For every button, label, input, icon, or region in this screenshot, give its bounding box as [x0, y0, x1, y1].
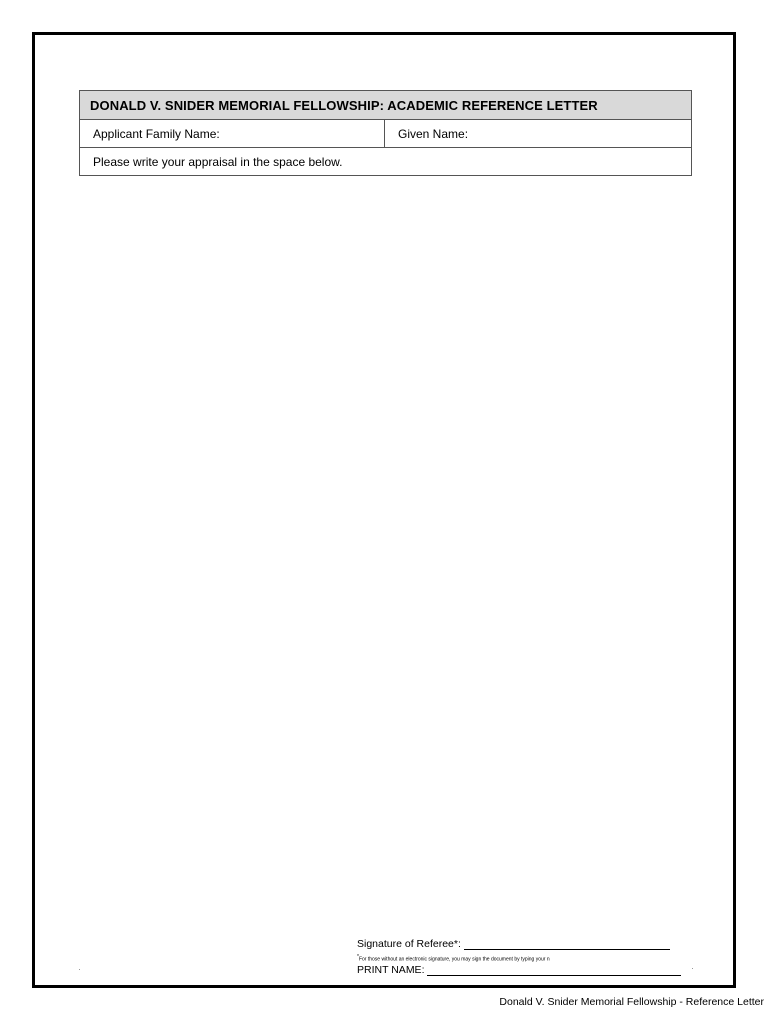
print-name-line[interactable]: [357, 964, 697, 976]
reference-form-table: [79, 90, 692, 176]
scan-dot: [79, 969, 80, 970]
print-name-label: PRINT NAME:: [357, 963, 425, 976]
scan-dot: [692, 968, 693, 969]
family-name-label: Applicant Family Name:: [93, 126, 220, 141]
page-footer: Donald V. Snider Memorial Fellowship - Reference Letter: [499, 996, 764, 1008]
referee-signature-line[interactable]: [357, 938, 697, 950]
signature-note: [357, 954, 697, 963]
referee-signature-underline[interactable]: [464, 939, 670, 950]
form-title: DONALD V. SNIDER MEMORIAL FELLOWSHIP: ACADEMIC REFERENCE LETTER: [80, 91, 691, 120]
family-name-field[interactable]: [80, 120, 385, 147]
note-marker: *: [357, 954, 359, 960]
signature-note-text: For those without an electronic signature, you may sign the document by typing your n: [358, 956, 550, 963]
instruction-row: [80, 148, 691, 175]
print-name-underline[interactable]: [427, 965, 681, 976]
referee-signature-label: Signature of Referee*:: [357, 938, 461, 950]
instruction-text: Please write your appraisal in the space below.: [93, 154, 343, 169]
signature-block: [357, 938, 697, 976]
page-frame: [32, 32, 736, 988]
applicant-name-row: [80, 120, 691, 148]
given-name-field[interactable]: [385, 120, 691, 147]
given-name-label: Given Name:: [398, 126, 469, 141]
